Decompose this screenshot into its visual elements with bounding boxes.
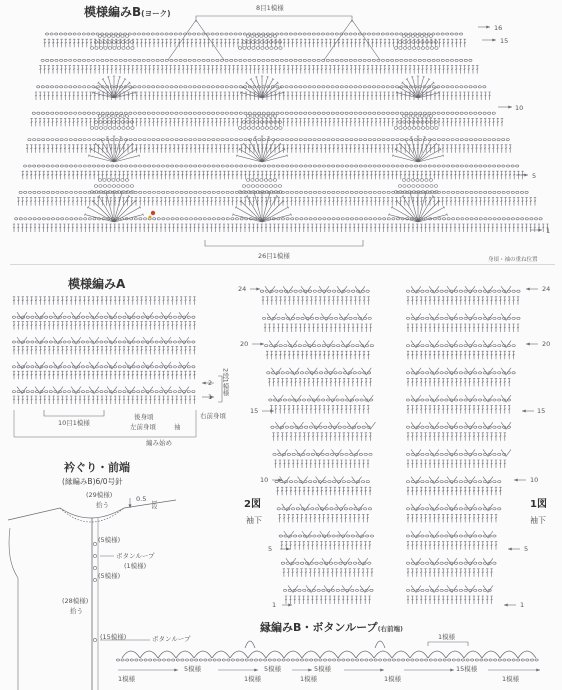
sleeve2-row-5: 5 [268, 545, 273, 553]
pattern-a-row-mark-1: 1 [208, 393, 213, 401]
pattern-a-row-repeat: 2段1模様 [221, 368, 230, 396]
edging-bottom-4: 1模様 [384, 675, 402, 683]
yoke-row-16: 16 [494, 24, 503, 32]
pattern-a-row-mark-2: 2 [208, 379, 213, 387]
neck-one: (1模様) [124, 562, 147, 570]
edging-bottom-5: 1模様 [502, 675, 520, 683]
edging-dim-arrow-head [450, 668, 454, 671]
yoke-row-15: 15 [500, 37, 509, 45]
edging-label-5-a: 5模様 [184, 665, 202, 673]
sleeve1-row-20: 20 [542, 340, 551, 348]
neck-twentyeight: (28模様) [62, 597, 89, 605]
edging-label-15: 15模様 [456, 665, 478, 673]
edging-label-5-b: 5模様 [264, 665, 282, 673]
sleeve2-row-1: 1 [272, 601, 277, 609]
sleeve1-row-24: 24 [542, 285, 551, 293]
neck-fifteen: (15模様) [100, 633, 127, 641]
neck-five-2: (5模様) [98, 572, 121, 580]
sleeve2-row-24: 24 [238, 285, 247, 293]
neck-subtitle: (縁編みB)6/0号針 [62, 477, 123, 486]
edging-bottom-3: 1模様 [300, 675, 318, 683]
figure-2-label: 2図 [244, 499, 261, 510]
edging-top-bracket [428, 642, 468, 646]
figure-1-label: 1図 [530, 499, 547, 510]
sleeve1-row-10: 10 [530, 476, 539, 484]
edging-bottom-2: 1模様 [244, 675, 262, 683]
figure-2-sleeve-bottom: 袖下 [246, 516, 262, 525]
yoke-note: 身頃・袖の重ね位置 [488, 257, 538, 263]
edging-bottom-1: 1模様 [118, 675, 136, 683]
edging-dim-arrow-head [174, 668, 178, 671]
figure-1-sleeve-bottom: 袖下 [530, 516, 546, 525]
yoke-row-5: 5 [532, 172, 537, 180]
sleeve1-row-15: 15 [537, 407, 546, 415]
pattern-a-back: 後身頃 [134, 413, 154, 421]
yoke-repeat-bottom: 26目1模様 [258, 252, 290, 260]
neck-depth: 0.5 [136, 495, 147, 503]
neck-top-count: (29模様) [86, 491, 113, 499]
edging-title-main: 縁編みB・ボタンループ [260, 621, 378, 634]
pattern-a-start: 編み始め [146, 439, 172, 447]
sleeve1-row-1: 1 [520, 601, 525, 609]
yoke-row-10: 10 [515, 104, 524, 112]
yoke-repeat-top: 8目1模様 [256, 4, 284, 12]
edging-dim-arrow-head [254, 668, 258, 671]
yoke-row-1: 1 [546, 227, 551, 235]
neck-button-loop: ボタンループ [116, 552, 155, 560]
yoke-title-main: 模様編みB [84, 5, 142, 19]
edging-dim-arrow-head [536, 668, 540, 671]
neck-pick: 拾う [96, 501, 109, 509]
edging-dim-arrow-head [380, 668, 384, 671]
neck-pick-2: 拾う [70, 607, 83, 615]
yoke-title-sub: (ヨーク) [141, 9, 171, 18]
sleeve2-row-10: 10 [260, 476, 269, 484]
pattern-a-sleeve: 袖 [174, 423, 181, 431]
edging-button-loop [245, 641, 255, 648]
neck-button-loop-2: ボタンループ [152, 635, 191, 643]
edging-scallops [122, 651, 536, 658]
pattern-a-repeat: 10目1模様 [58, 419, 90, 427]
edging-dim-arrow-head [308, 668, 312, 671]
edging-label-5-c: 5模様 [314, 665, 332, 673]
sleeve2-row-20: 20 [240, 340, 249, 348]
edging-button-loop [375, 641, 385, 648]
neck-depth-unit: 1段 [150, 500, 157, 509]
neck-five: (5模様) [98, 536, 121, 544]
edging-top-repeat: 1模様 [438, 633, 456, 641]
edging-title-sub: (右前端) [377, 625, 404, 633]
pattern-a-right-front: 右前身頃 [200, 412, 226, 420]
edging-chain [116, 659, 538, 661]
pattern-a-left-front: 左前身頃 [130, 423, 156, 431]
sleeve1-row-5: 5 [524, 545, 529, 553]
neck-title: 衿ぐり・前端 [64, 461, 130, 474]
sleeve2-row-15: 15 [250, 407, 259, 415]
pattern-a-title: 模様編みA [68, 277, 126, 291]
